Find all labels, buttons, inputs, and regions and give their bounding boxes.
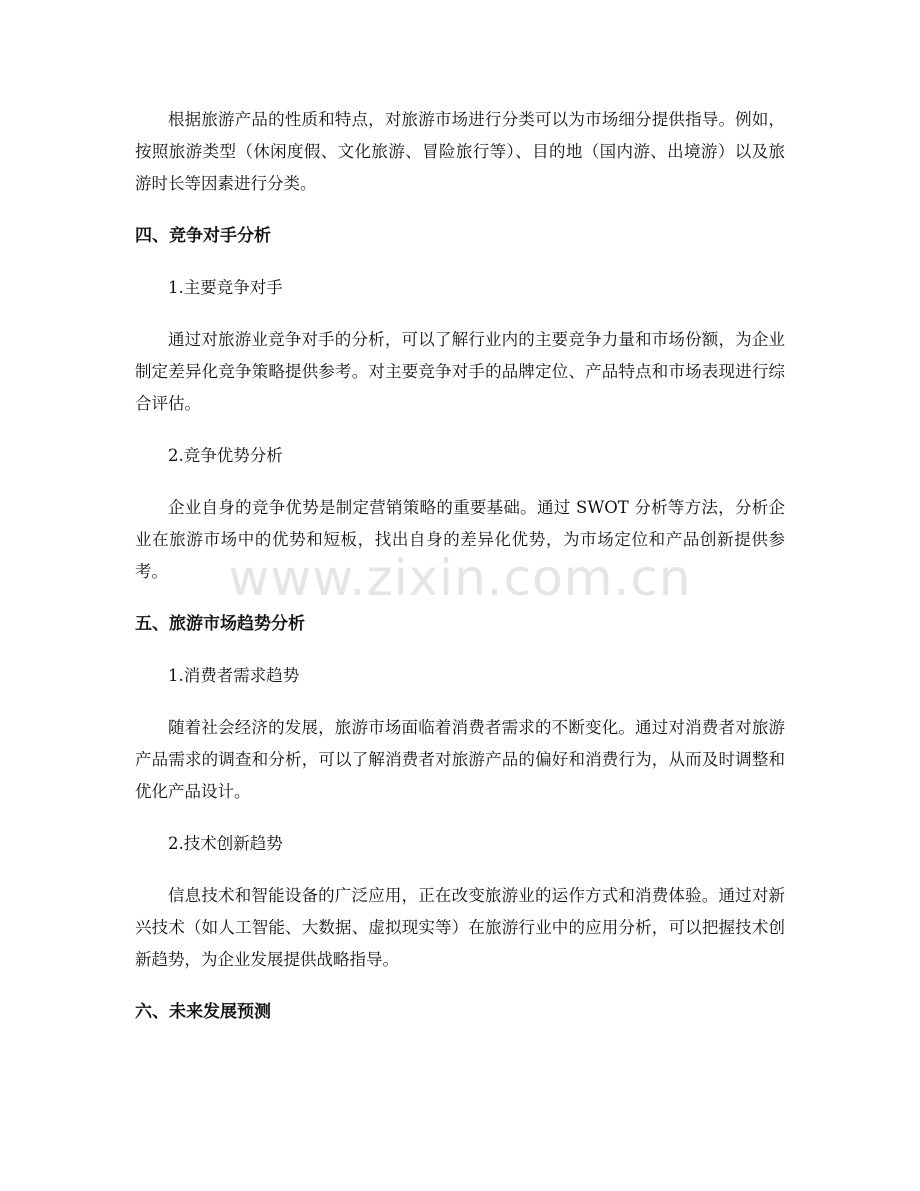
paragraph: 通过对旅游业竞争对手的分析，可以了解行业内的主要竞争力量和市场份额，为企业制定差异化竞争策略提供参考。对主要竞争对手的品牌定位、产品特点和市场表现进行综合评估。 [135, 330, 785, 413]
section-heading-6: 六、未来发展预测 [135, 1002, 271, 1022]
paragraph: 企业自身的竞争优势是制定营销策略的重要基础。通过 SWOT 分析等方法，分析企业在旅游市场中的优势和短板，找出自身的差异化优势，为市场定位和产品创新提供参考。 [135, 498, 785, 581]
subheading: 1.消费者需求趋势 [168, 666, 300, 685]
paragraph: 根据旅游产品的性质和特点，对旅游市场进行分类可以为市场细分提供指导。例如，按照旅游类型（休闲度假、文化旅游、冒险旅行等）、目的地（国内游、出境游）以及旅游时长等因素进行分类。 [135, 110, 785, 193]
subheading: 2.技术创新趋势 [168, 834, 283, 853]
document-body [135, 104, 785, 1028]
section-heading-5: 五、旅游市场趋势分析 [135, 614, 305, 634]
paragraph: 信息技术和智能设备的广泛应用，正在改变旅游业的运作方式和消费体验。通过对新兴技术（如人工智能、大数据、虚拟现实等）在旅游行业中的应用分析，可以把握技术创新趋势，为企业发展提供战略指导。 [135, 886, 785, 969]
watermark-text: www.zixin.com.cn [228, 549, 692, 607]
paragraph: 随着社会经济的发展，旅游市场面临着消费者需求的不断变化。通过对消费者对旅游产品需求的调查和分析，可以了解消费者对旅游产品的偏好和消费行为，从而及时调整和优化产品设计。 [135, 718, 785, 801]
section-heading-4: 四、竞争对手分析 [135, 226, 271, 246]
subheading: 1.主要竞争对手 [168, 278, 283, 297]
subheading: 2.竞争优势分析 [168, 446, 283, 465]
